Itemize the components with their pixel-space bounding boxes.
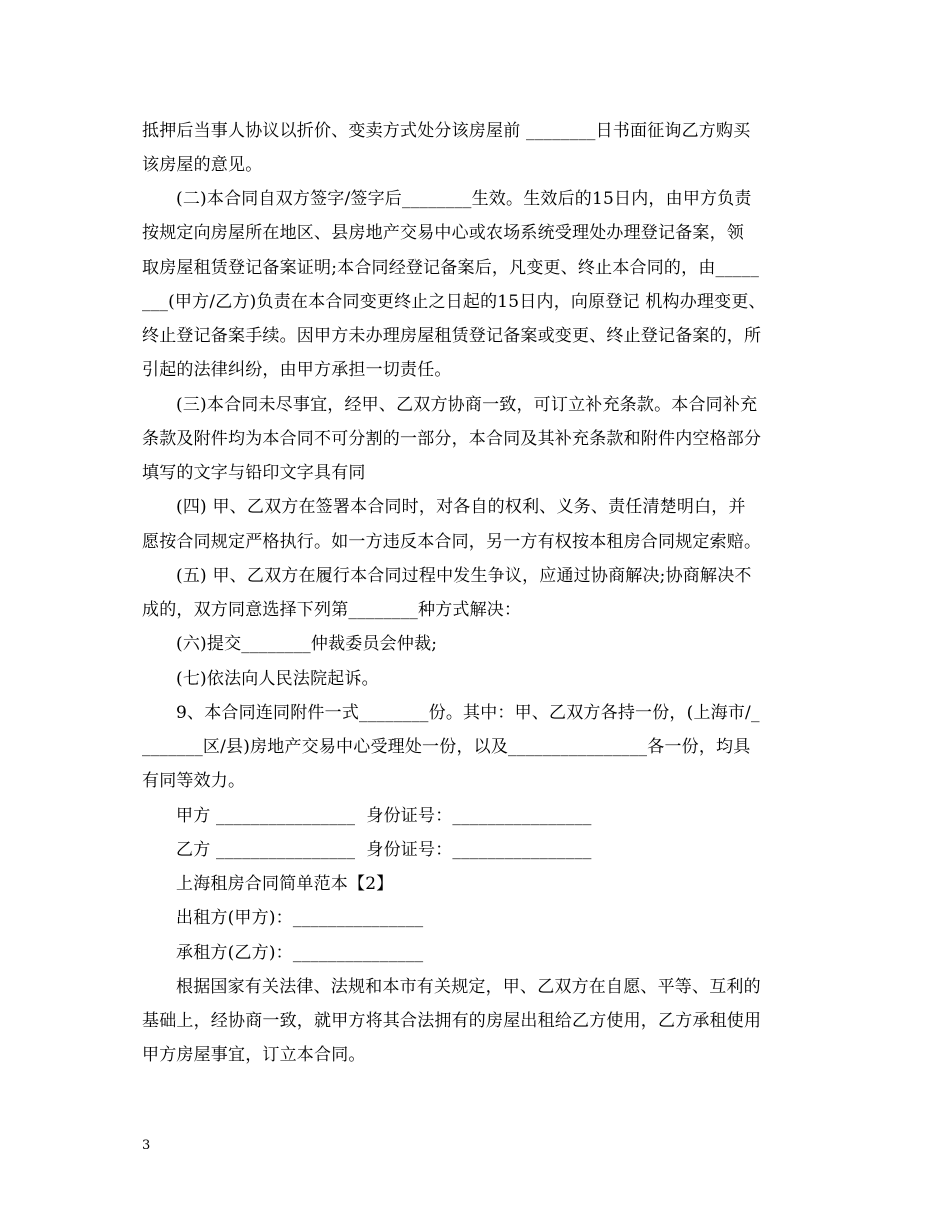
text-line: (七)依法向人民法院起诉。 xyxy=(176,669,379,689)
text-line: 有同等效力。 xyxy=(142,771,246,791)
text-line: 根据国家有关法律、法规和本市有关规定，甲、乙双方在自愿、平等、互利的 xyxy=(176,977,761,997)
text-line: 抵押后当事人协议以折价、变卖方式处分该房屋前 ________日书面征询乙方购买 xyxy=(142,121,751,141)
text-line: ___(甲方/乙方)负责在本合同变更终止之日起的15日内，向原登记 机构办理变更、 xyxy=(142,292,766,312)
text-line: 终止登记备案手续。因甲方未办理房屋租赁登记备案或变更、终止登记备案的，所 xyxy=(142,326,762,346)
text-line: 基础上，经协商一致，就甲方将其合法拥有的房屋出租给乙方使用，乙方承租使用 xyxy=(142,1011,762,1031)
section-title: 上海租房合同简单范本【2】 xyxy=(176,874,394,894)
text-line: _______区/县)房地产交易中心受理处一份，以及________________各一份，均具 xyxy=(142,737,751,757)
lessee-line: 承租方(乙方)：_______________ xyxy=(176,943,424,963)
text-line: 9、本合同连同附件一式________份。其中：甲、乙双方各持一份，(上海市/_ xyxy=(176,703,760,723)
text-line: 按规定向房屋所在地区、县房地产交易中心或农场系统受理处办理登记备案，领 xyxy=(142,223,744,243)
page-number: 3 xyxy=(142,1138,151,1153)
text-line: (二)本合同自双方签字/签字后________生效。生效后的15日内，由甲方负责 xyxy=(176,189,752,209)
lessor-line: 出租方(甲方)：_______________ xyxy=(176,908,424,928)
text-line: 该房屋的意见。 xyxy=(142,155,263,175)
text-line: 填写的文字与铅印文字具有同 xyxy=(142,463,366,483)
text-line: 引起的法律纠纷，由甲方承担一切责任。 xyxy=(142,360,452,380)
text-line: (三)本合同未尽事宜，经甲、乙双方协商一致，可订立补充条款。本合同补充 xyxy=(176,395,758,415)
text-line: 甲方房屋事宜，订立本合同。 xyxy=(142,1045,366,1065)
signature-line-party-a: 甲方 ________________ 身份证号：________________ xyxy=(176,806,592,826)
text-line: 成的，双方同意选择下列第________种方式解决： xyxy=(142,600,522,620)
text-line: (四) 甲、乙双方在签署本合同时，对各自的权利、义务、责任清楚明白，并 xyxy=(176,497,746,517)
text-line: (六)提交________仲裁委员会仲裁; xyxy=(176,634,438,654)
text-line: (五) 甲、乙双方在履行本合同过程中发生争议，应通过协商解决;协商解决不 xyxy=(176,566,752,586)
text-line: 取房屋租赁登记备案证明;本合同经登记备案后，凡变更、终止本合同的，由_____ xyxy=(142,258,760,278)
text-line: 愿按合同规定严格执行。如一方违反本合同，另一方有权按本租房合同规定索赔。 xyxy=(142,532,762,552)
text-line: 条款及附件均为本合同不可分割的一部分，本合同及其补充条款和附件内空格部分 xyxy=(142,429,762,449)
signature-line-party-b: 乙方 ________________ 身份证号：________________ xyxy=(176,840,592,860)
